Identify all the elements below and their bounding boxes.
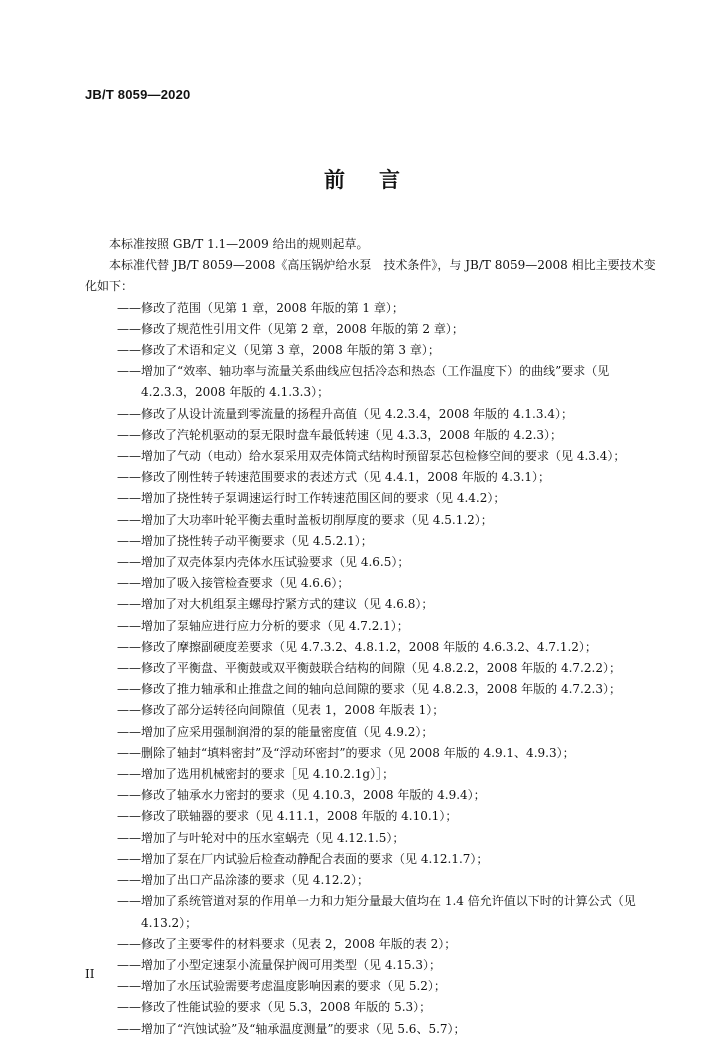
change-item: ——修改了性能试验的要求（见 5.3，2008 年版的 5.3）；: [117, 1000, 432, 1015]
change-item: ——修改了平衡盘、平衡鼓或双平衡鼓联合结构的间隙（见 4.8.2.2，2008 年版的 4.7.2.2）；: [117, 661, 621, 676]
change-item: ——修改了推力轴承和止推盘之间的轴向总间隙的要求（见 4.8.2.3，2008 年版的 4.7.2.3）；: [117, 682, 621, 697]
preface-body: [85, 234, 661, 1040]
change-item: ——修改了范围（见第 1 章，2008 年版的第 1 章）；: [117, 300, 404, 315]
change-item: ——修改了轴承水力密封的要求（见 4.10.3，2008 年版的 4.9.4）；: [117, 788, 486, 803]
standard-code: JB/T 8059—2020: [85, 87, 191, 102]
change-item: ——增加了小型定速泵小流量保护阀可用类型（见 4.15.3）；: [117, 957, 441, 972]
change-item: ——增加了“汽蚀试验”及“轴承温度测量”的要求（见 5.6、5.7）；: [117, 1021, 466, 1036]
change-item: ——增加了与叶轮对中的压水室蜗壳（见 4.12.1.5）；: [117, 830, 405, 845]
paragraph: 本标准按照 GB/T 1.1—2009 给出的规则起草。: [109, 237, 369, 251]
change-item: ——增加了应采用强制润滑的泵的能量密度值（见 4.9.2）；: [117, 724, 434, 739]
change-item: ——增加了吸入接管检查要求（见 4.6.6）；: [117, 576, 350, 591]
change-item: ——增加了泵在厂内试验后检查动静配合表面的要求（见 4.12.1.7）；: [117, 851, 489, 866]
change-item: ——增加了对大机组泵主螺母拧紧方式的建议（见 4.6.8）；: [117, 597, 434, 612]
change-item: ——增加了系统管道对泵的作用单一力和力矩分量最大值均在 1.4 倍允许值以下时的计算公式（见 4.13.2）；: [117, 894, 636, 930]
paragraph: 本标准代替 JB/T 8059—2008《高压锅炉给水泵 技术条件》，与 JB/T 8059—2008 相比主要技术变化如下：: [85, 258, 656, 294]
change-item: ——增加了挠性转子泵调速运行时工作转速范围区间的要求（见 4.4.2）；: [117, 491, 506, 506]
change-item: ——增加了选用机械密封的要求［见 4.10.2.1g）］；: [117, 767, 395, 782]
change-item: ——增加了大功率叶轮平衡去重时盖板切削厚度的要求（见 4.5.1.2）；: [117, 512, 493, 527]
change-item: ——修改了规范性引用文件（见第 2 章，2008 年版的第 2 章）；: [117, 321, 464, 336]
change-item: ——增加了挠性转子动平衡要求（见 4.5.2.1）；: [117, 533, 373, 548]
change-item: ——修改了联轴器的要求（见 4.11.1，2008 年版的 4.10.1）；: [117, 809, 458, 824]
change-item: ——增加了泵轴应进行应力分析的要求（见 4.7.2.1）；: [117, 618, 409, 633]
change-item: ——增加了双壳体泵内壳体水压试验要求（见 4.6.5）；: [117, 555, 410, 570]
change-item: ——增加了气动（电动）给水泵采用双壳体筒式结构时预留泵芯包检修空间的要求（见 4.3.4）；: [117, 449, 626, 464]
change-item: ——增加了“效率、轴功率与流量关系曲线应包括冷态和热态（工作温度下）的曲线”要求（见 4.2.3.3，2008 年版的 4.1.3.3）；: [117, 364, 610, 400]
change-item: ——修改了摩擦副硬度差要求（见 4.7.3.2、4.8.1.2，2008 年版的 4.6.3.2、4.7.1.2）；: [117, 639, 597, 654]
change-item: ——修改了部分运转径向间隙值（见表 1，2008 年版表 1）；: [117, 703, 445, 718]
change-list: [85, 298, 661, 1040]
change-item: ——修改了汽轮机驱动的泵无限时盘车最低转速（见 4.3.3，2008 年版的 4.2.3）；: [117, 427, 563, 442]
change-item: ——修改了术语和定义（见第 3 章，2008 年版的第 3 章）；: [117, 343, 440, 358]
change-item: ——增加了水压试验需要考虑温度影响因素的要求（见 5.2）；: [117, 979, 446, 994]
page-title: 前言: [324, 168, 434, 192]
change-item: ——修改了从设计流量到零流量的扬程升高值（见 4.2.3.4，2008 年版的 4.1.3.4）；: [117, 406, 573, 421]
change-item: ——增加了出口产品涂漆的要求（见 4.12.2）；: [117, 873, 369, 888]
change-item: ——删除了轴封“填料密封”及“浮动环密封”的要求（见 2008 年版的 4.9.1、4.9.3）；: [117, 745, 575, 760]
page-number: II: [85, 967, 95, 981]
change-item: ——修改了刚性转子转速范围要求的表述方式（见 4.4.1，2008 年版的 4.3.1）；: [117, 470, 551, 485]
change-item: ——修改了主要零件的材料要求（见表 2，2008 年版的表 2）；: [117, 936, 457, 951]
